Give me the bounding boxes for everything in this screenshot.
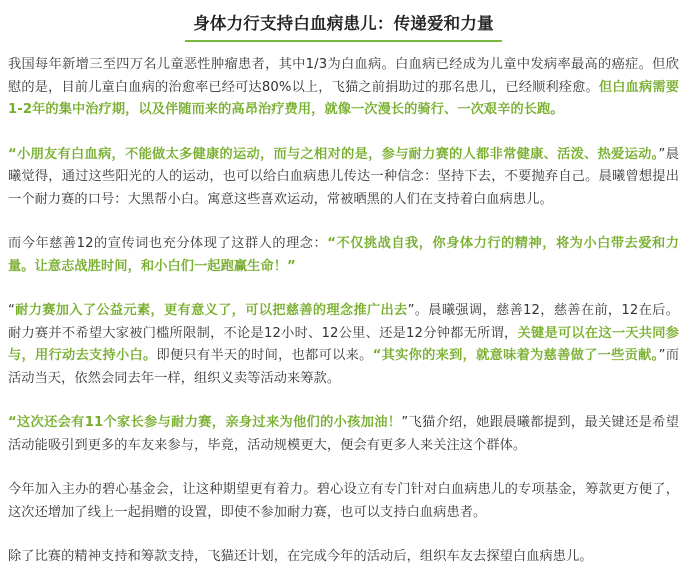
body-text: 我国每年新增三至四万名儿童恶性肿瘤患者，其中1/3为白血病。白血病已经成为儿童中发病率最高的癌症。但欣慰的是，目前儿童白血病的治愈率已经可达80%以上，飞猫之前捐助过的那名患儿，已经顺利痊愈。: [8, 57, 679, 95]
title-wrap: [8, 10, 679, 42]
body-text: 即便只有半天的时间，也都可以来。: [156, 348, 373, 363]
body-text: 除了比赛的精神支持和筹款支持，飞猫还计划，在完成今年的活动后，组织车友去探望白血病患儿。: [8, 549, 593, 564]
article-paragraph: [8, 54, 679, 122]
highlighted-text: 关键是可以在这一天共同参与，用行动去支持小白。: [8, 325, 680, 363]
highlighted-text: 耐力赛加入了公益元素，更有意义了，可以把慈善的理念推广出去: [14, 303, 408, 318]
article-paragraph: [8, 144, 679, 212]
article-paragraph: [8, 412, 679, 457]
body-text: ”。晨曦强调，慈善12，慈善在前，12在后。耐力赛并不希望大家被门槛所限制，不论是12小时、12公里、还是12分钟都无所谓，: [8, 303, 680, 341]
body-text: 今年加入主办的碧心基金会，让这种期望更有着力。碧心设立有专门针对白血病患儿的专项基金，筹款更方便了，这次还增加了线上一起捐赠的设置，即使不参加耐力赛，也可以支持白血病患者。: [8, 482, 679, 520]
highlighted-text: “这次还会有11个家长参与耐力赛，亲身过来为他们的小孩加油！: [8, 415, 402, 430]
article-paragraph: [8, 546, 679, 569]
highlighted-text: “其实你的来到，就意味着为慈善做了一些贡献。: [372, 348, 659, 363]
body-text: ”晨曦觉得，通过这些阳光的人的运动，也可以给白血病患儿传达一种信念：坚持下去，不要抛弃自己。晨曦曾想提出一个耐力赛的口号：大黑帮小白。寓意这些喜欢运动，常被晒黑的人们在支持着白血病患儿。: [8, 146, 679, 207]
article-paragraph: [8, 233, 679, 278]
highlighted-text: “不仅挑战自我，你身体力行的精神，将为小白带去爱和力量。让意志战胜时间，和小白们一起跑赢生命！”: [8, 236, 680, 274]
article-paragraph: [8, 300, 679, 390]
highlighted-text: “小朋友有白血病，不能做太多健康的运动，而与之相对的是，参与耐力赛的人都非常健康、活泼、热爱运动。: [8, 146, 659, 162]
article-body: [8, 54, 679, 569]
body-text: “: [8, 303, 15, 318]
article-title: 身体力行支持白血病患儿：传递爱和力量: [185, 10, 502, 42]
body-text: 而今年慈善12的宣传词也充分体现了这群人的理念：: [8, 236, 328, 251]
article-paragraph: [8, 479, 679, 524]
highlighted-text: 但白血病需要1-2年的集中治疗期，以及伴随而来的高昂治疗费用，就像一次漫长的骑行、一次艰辛的长跑。: [8, 79, 679, 117]
body-text: ”飞猫介绍，她跟晨曦都提到，最关键还是希望活动能吸引到更多的车友来参与，毕竟，活动规模更大，便会有更多人来关注这个群体。: [8, 415, 679, 453]
body-text: ”而活动当天，依然会同去年一样，组织义卖等活动来筹款。: [8, 348, 679, 386]
